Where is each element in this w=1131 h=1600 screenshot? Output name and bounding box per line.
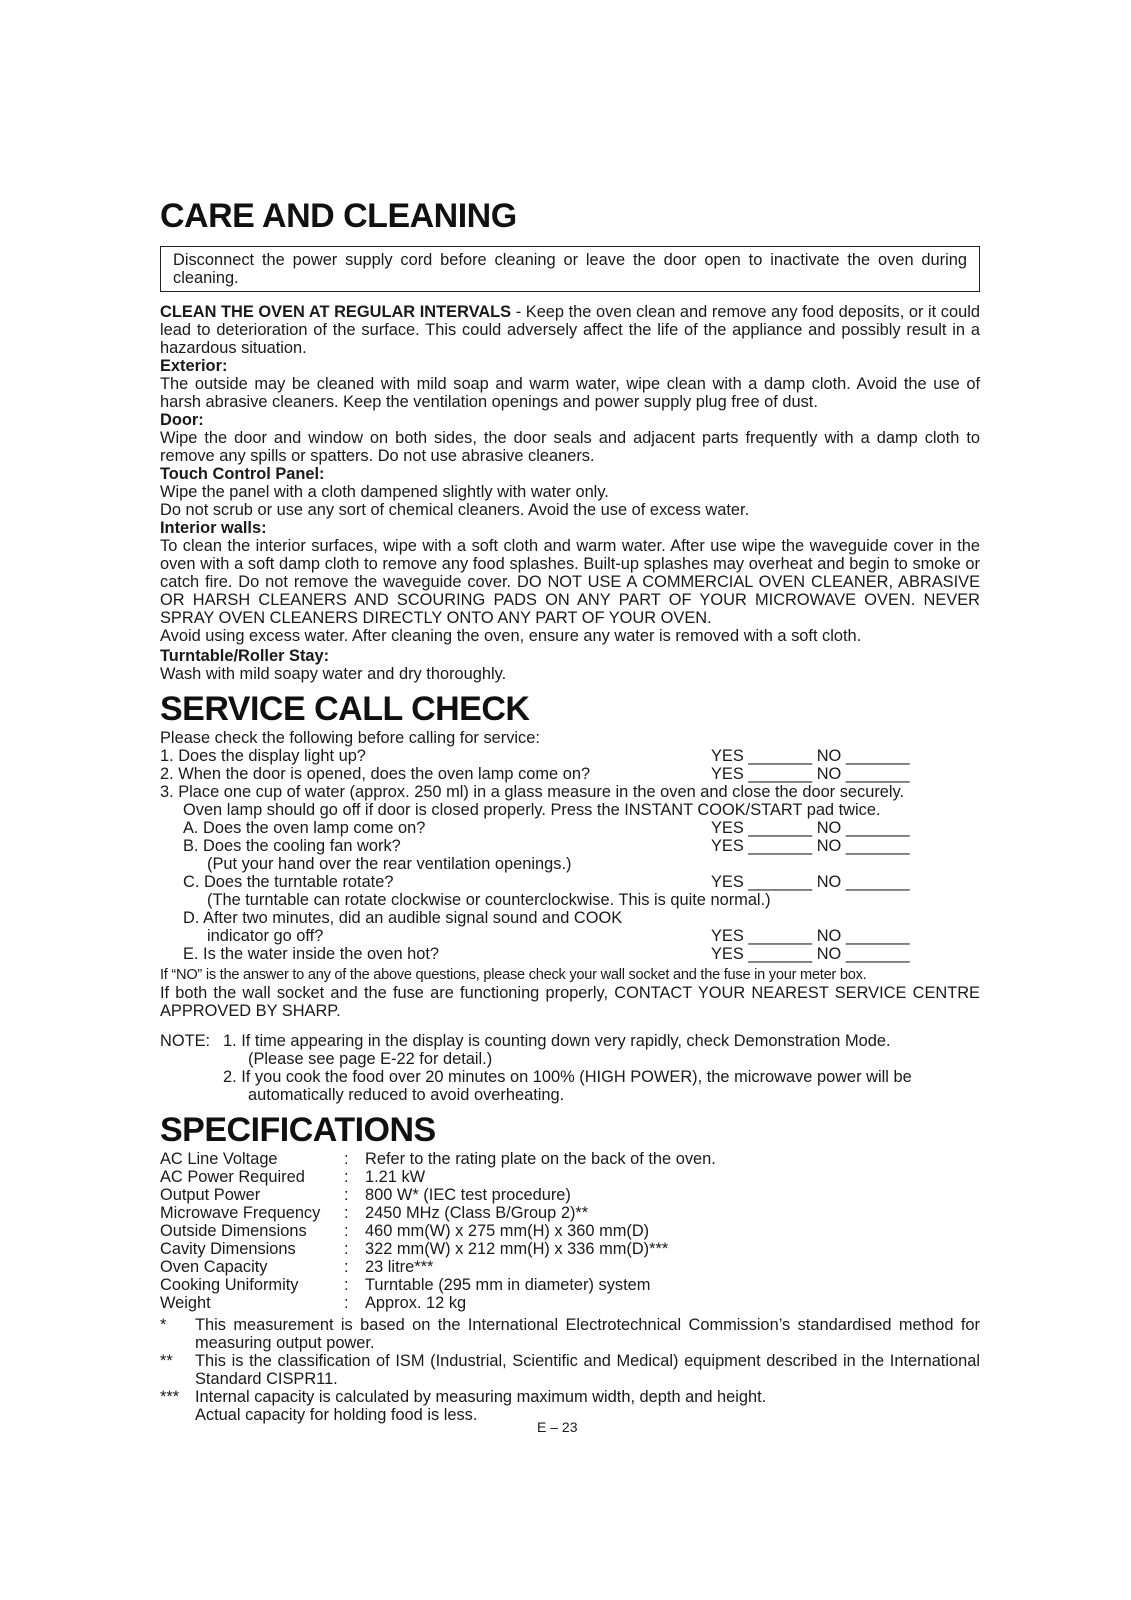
spec-row [160, 1150, 980, 1168]
footnote-1 [160, 1316, 980, 1352]
check-item-b-note: (Put your hand over the rear ventilation openings.) [207, 855, 572, 873]
spec-value: Refer to the rating plate on the back of the oven. [365, 1150, 716, 1168]
spec-value: Approx. 12 kg [365, 1294, 467, 1312]
turntable-text: Wash with mild soapy water and dry thoroughly. [160, 665, 507, 683]
note-2-cont [160, 1086, 980, 1104]
spec-row [160, 1276, 980, 1294]
spec-label: Output Power [160, 1186, 261, 1204]
spec-row [160, 1294, 980, 1312]
yes-no-blank: YES _______ NO _______ [711, 819, 910, 837]
check-question: 2. When the door is opened, does the oven lamp come on? [160, 765, 591, 783]
yes-no-blank: YES _______ NO _______ [711, 873, 910, 891]
service-intro: Please check the following before calling for service: [160, 729, 540, 747]
check-item-2 [160, 765, 980, 783]
yes-no-blank: YES _______ NO _______ [711, 747, 910, 765]
panel-heading: Touch Control Panel: [160, 465, 325, 483]
spec-value: 1.21 kW [365, 1168, 426, 1186]
check-question: C. Does the turntable rotate? [183, 873, 394, 891]
service-title: SERVICE CALL CHECK [160, 690, 530, 728]
spec-label: AC Line Voltage [160, 1150, 278, 1168]
regular-intervals-paragraph [160, 303, 980, 357]
interior-heading: Interior walls: [160, 519, 267, 537]
spec-colon: : [344, 1204, 349, 1222]
spec-colon: : [344, 1294, 349, 1312]
spec-value: 2450 MHz (Class B/Group 2)** [365, 1204, 589, 1222]
care-title: CARE AND CLEANING [160, 197, 517, 235]
spec-value: Turntable (295 mm in diameter) system [365, 1276, 651, 1294]
spec-label: Outside Dimensions [160, 1222, 307, 1240]
check-item-e [160, 945, 980, 963]
check-item-3-detail: Oven lamp should go off if door is closed properly. Press the INSTANT COOK/START pad twice. [183, 801, 881, 819]
spec-value: 23 litre*** [365, 1258, 434, 1276]
panel-text-1: Wipe the panel with a cloth dampened slightly with water only. [160, 483, 609, 501]
spec-colon: : [344, 1168, 349, 1186]
door-heading: Door: [160, 411, 204, 429]
spec-label: Cooking Uniformity [160, 1276, 299, 1294]
spec-colon: : [344, 1258, 349, 1276]
regular-intervals-heading: CLEAN THE OVEN AT REGULAR INTERVALS [160, 303, 512, 321]
spec-colon: : [344, 1240, 349, 1258]
check-item-b [160, 837, 980, 855]
spec-row [160, 1258, 980, 1276]
check-item-3: 3. Place one cup of water (approx. 250 ml) in a glass measure in the oven and close the door securely. [160, 783, 905, 801]
page-number: E – 23 [537, 1419, 578, 1435]
spec-row [160, 1204, 980, 1222]
check-question: indicator go off? [207, 927, 324, 945]
spec-colon: : [344, 1150, 349, 1168]
footnote-text-cont: Actual capacity for holding food is less. [195, 1406, 478, 1424]
manual-page [160, 196, 980, 1424]
exterior-heading: Exterior: [160, 357, 228, 375]
specs-table [160, 1150, 980, 1312]
spec-label: Cavity Dimensions [160, 1240, 296, 1258]
note-1-cont [160, 1050, 980, 1068]
note-2 [160, 1068, 980, 1086]
if-no-text: If “NO” is the answer to any of the above questions, please check your wall socket and the fuse in your meter box. [160, 967, 867, 983]
spec-label: AC Power Required [160, 1168, 305, 1186]
spec-row [160, 1222, 980, 1240]
footnote-marker: *** [160, 1388, 180, 1406]
spec-row [160, 1168, 980, 1186]
spec-row [160, 1186, 980, 1204]
footnote-marker: ** [160, 1352, 173, 1370]
check-item-d: D. After two minutes, did an audible signal sound and COOK [183, 909, 623, 927]
footnote-text: This is the classification of ISM (Industrial, Scientific and Medical) equipment described in the International Standard CISPR11. [195, 1352, 980, 1388]
note-1-text: 1. If time appearing in the display is counting down very rapidly, check Demonstration Mode. [223, 1032, 891, 1050]
if-both-text: If both the wall socket and the fuse are functioning properly, CONTACT YOUR NEAREST SERVICE CENTRE APPROVED BY SHARP. [160, 984, 980, 1020]
spec-colon: : [344, 1276, 349, 1294]
regular-intervals-text: - Keep the oven clean and remove any food deposits, or it could lead to deterioration of the surface. This could adversely affect the life of the appliance and possibly result in a hazardous situation. [160, 303, 980, 357]
spec-row [160, 1240, 980, 1258]
spec-value: 800 W* (IEC test procedure) [365, 1186, 571, 1204]
turntable-heading: Turntable/Roller Stay: [160, 647, 330, 665]
spec-colon: : [344, 1186, 349, 1204]
spec-value: 322 mm(W) x 212 mm(H) x 336 mm(D)*** [365, 1240, 669, 1258]
spec-colon: : [344, 1222, 349, 1240]
spec-value: 460 mm(W) x 275 mm(H) x 360 mm(D) [365, 1222, 650, 1240]
check-question: A. Does the oven lamp come on? [183, 819, 426, 837]
note-label: NOTE: [160, 1032, 211, 1050]
check-question: B. Does the cooling fan work? [183, 837, 401, 855]
yes-no-blank: YES _______ NO _______ [711, 945, 910, 963]
check-question: E. Is the water inside the oven hot? [183, 945, 440, 963]
note-1-detail: (Please see page E-22 for detail.) [248, 1050, 493, 1068]
footnote-text: This measurement is based on the International Electrotechnical Commission’s standardised method for measuring output power. [195, 1316, 980, 1352]
check-item-d-cont [160, 927, 980, 945]
specs-title: SPECIFICATIONS [160, 1111, 436, 1149]
check-item-c-note: (The turntable can rotate clockwise or counterclockwise. This is quite normal.) [207, 891, 771, 909]
spec-label: Microwave Frequency [160, 1204, 321, 1222]
panel-text-2: Do not scrub or use any sort of chemical cleaners. Avoid the use of excess water. [160, 501, 750, 519]
yes-no-blank: YES _______ NO _______ [711, 927, 910, 945]
footnote-text: Internal capacity is calculated by measuring maximum width, depth and height. [195, 1388, 767, 1406]
footnote-marker: * [160, 1316, 167, 1334]
check-item-1 [160, 747, 980, 765]
exterior-text: The outside may be cleaned with mild soap and warm water, wipe clean with a damp cloth. Avoid the use of harsh abrasive cleaners. Keep the ventilation openings and power supply plug free of dust. [160, 375, 980, 411]
yes-no-blank: YES _______ NO _______ [711, 765, 910, 783]
check-item-c [160, 873, 980, 891]
check-question: 1. Does the display light up? [160, 747, 366, 765]
warning-box: Disconnect the power supply cord before cleaning or leave the door open to inactivate the oven during cleaning. [160, 246, 980, 292]
interior-text-2: Avoid using excess water. After cleaning the oven, ensure any water is removed with a soft cloth. [160, 627, 862, 645]
note-2-text: 2. If you cook the food over 20 minutes on 100% (HIGH POWER), the microwave power will be [223, 1068, 912, 1086]
check-item-a [160, 819, 980, 837]
footnote-2 [160, 1352, 980, 1388]
note-2-detail: automatically reduced to avoid overheating. [248, 1086, 565, 1104]
door-text: Wipe the door and window on both sides, the door seals and adjacent parts frequently with a damp cloth to remove any spills or spatters. Do not use abrasive cleaners. [160, 429, 980, 465]
interior-text: To clean the interior surfaces, wipe with a soft cloth and warm water. After use wipe the waveguide cover in the oven with a soft damp cloth to remove any food splashes. Built-up splashes may overheat and begin to smoke or catch fire. Do not remove the waveguide cover. DO NOT USE A COMMERCIAL OVEN CLEANER, ABRASIVE OR HARSH CLEANERS AND SCOURING PADS ON ANY PART OF YOUR MICROWAVE OVEN. NEVER SPRAY OVEN CLEANERS DIRECTLY ONTO ANY PART OF YOUR OVEN. [160, 537, 980, 627]
spec-label: Oven Capacity [160, 1258, 268, 1276]
yes-no-blank: YES _______ NO _______ [711, 837, 910, 855]
note-1 [160, 1032, 980, 1050]
spec-label: Weight [160, 1294, 211, 1312]
